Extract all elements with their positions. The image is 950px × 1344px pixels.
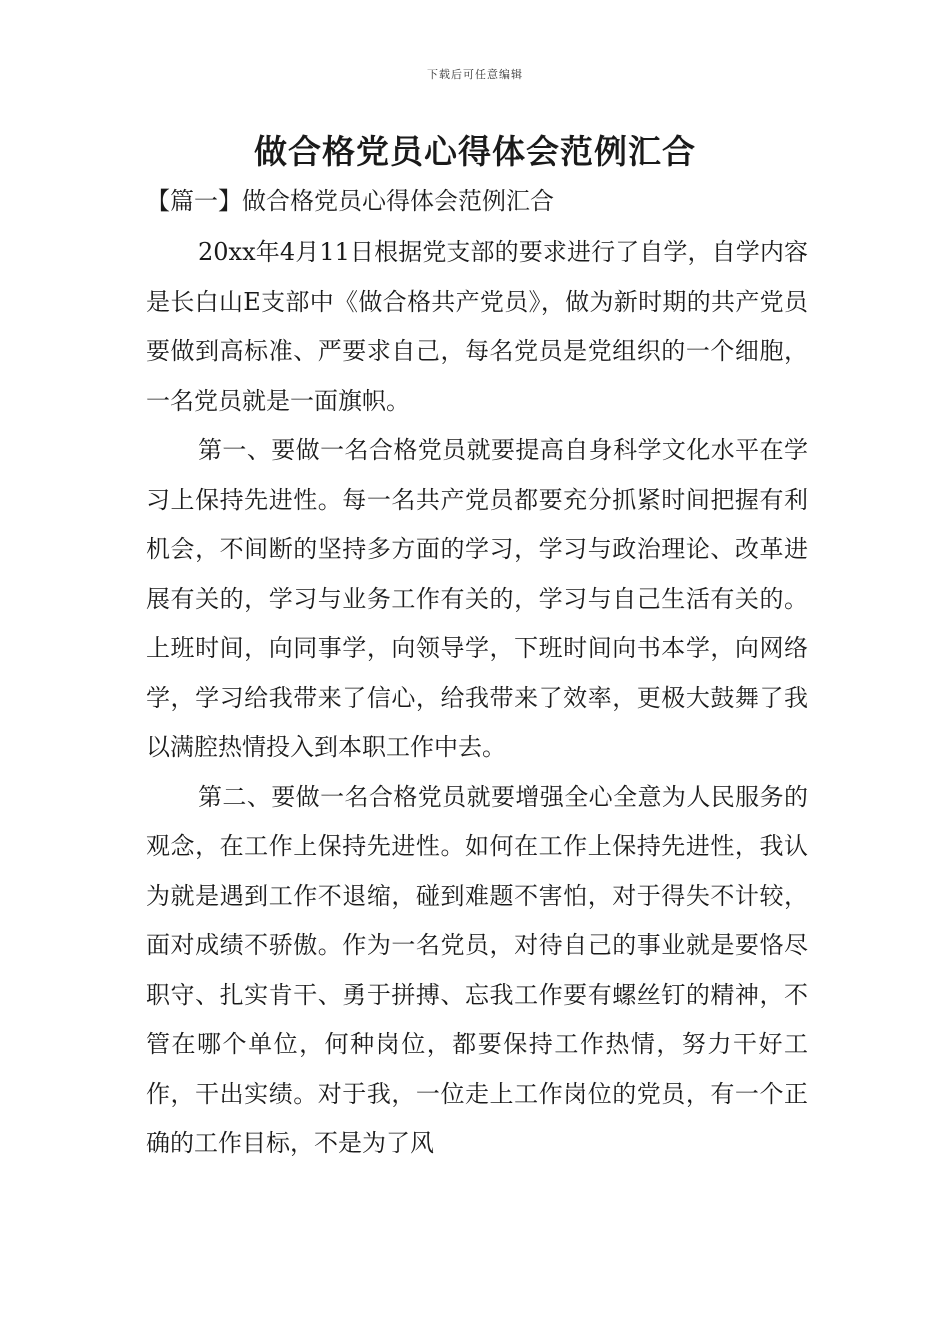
section-heading: 【篇一】做合格党员心得体会范例汇合: [146, 187, 554, 215]
document-body: [146, 228, 808, 1169]
paragraph-1: 20xx年4月11日根据党支部的要求进行了自学，自学内容是长白山E支部中《做合格共产党员》，做为新时期的共产党员要做到高标准、严要求自己，每名党员是党组织的一个细胞，一名党员就是一面旗帜。: [146, 238, 808, 415]
document-title: 做合格党员心得体会范例汇合: [254, 132, 696, 171]
header-note: 下载后可任意编辑: [427, 68, 523, 81]
paragraph-3: 第二、要做一名合格党员就要增强全心全意为人民服务的观念，在工作上保持先进性。如何在工作上保持先进性，我认为就是遇到工作不退缩，碰到难题不害怕，对于得失不计较，面对成绩不骄傲。作为一名党员，对待自己的事业就是要恪尽职守、扎实肯干、勇于拼搏、忘我工作要有螺丝钉的精神，不管在哪个单位，何种岗位，都要保持工作热情，努力干好工作，干出实绩。对于我，一位走上工作岗位的党员，有一个正确的工作目标，不是为了风: [146, 782, 808, 1157]
paragraph-2: 第一、要做一名合格党员就要提高自身科学文化水平在学习上保持先进性。每一名共产党员都要充分抓紧时间把握有利机会，不间断的坚持多方面的学习，学习与政治理论、改革进展有关的，学习与业务工作有关的，学习与自己生活有关的。上班时间，向同事学，向领导学，下班时间向书本学，向网络学，学习给我带来了信心，给我带来了效率，更极大鼓舞了我以满腔热情投入到本职工作中去。: [146, 436, 808, 761]
